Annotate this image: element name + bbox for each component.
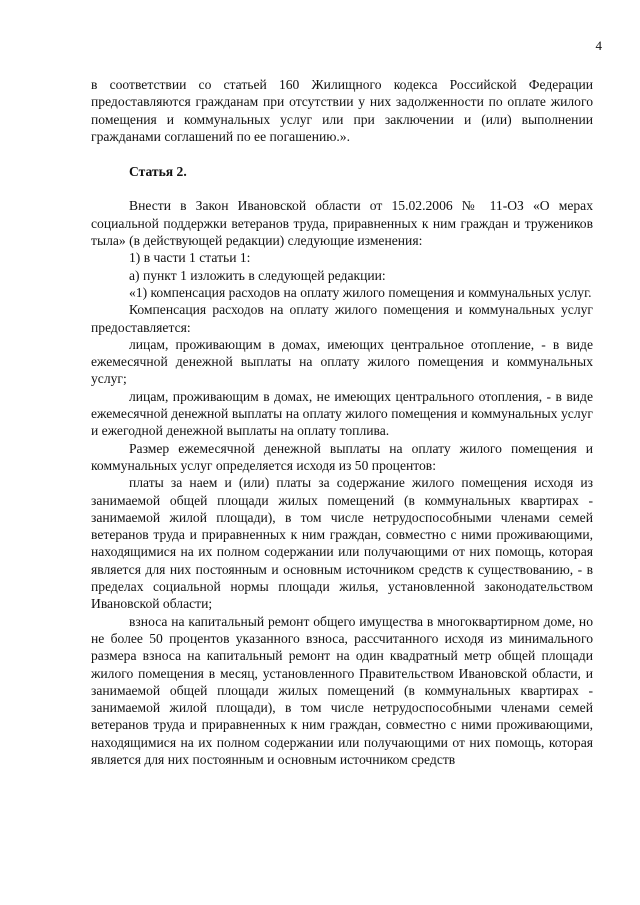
paragraph-capital-repair: взноса на капитальный ремонт общего имущества в многоквартирном доме, но не более 50 процентов указанного взноса, рассчитанного исходя из минимального размера взноса на капитальный ремонт на один квадратный метр общей площади жилого помещения в месяц, установленного Правительством Ивановской области, и занимаемой общей площади жилых помещений (в коммунальных квартирах - занимаемой жилой площади), в том числе нетрудоспособными членами семей ветеранов труда и приравненных к ним граждан, совместно с ними проживающими, находящимися на их полном содержании или получающими от них помощь, которая является для них постоянным и основным источником средств [91, 613, 593, 767]
article-heading: Статья 2. [129, 164, 187, 180]
page-number: 4 [595, 38, 602, 53]
paragraph-subitem-a: а) пункт 1 изложить в следующей редакции: [129, 267, 386, 283]
paragraph-payment-size: Размер ежемесячной денежной выплаты на оплату жилого помещения и коммунальных услуг определяется исходя из 50 процентов: [91, 440, 593, 473]
paragraph-central-heating: лицам, проживающим в домах, имеющих центральное отопление, - в виде ежемесячной денежной выплаты на оплату жилого помещения и коммунальных услуг; [91, 336, 593, 387]
paragraph-rent: платы за наем и (или) платы за содержание жилого помещения исходя из занимаемой общей площади жилых помещений (в коммунальных квартирах - занимаемой жилой площади), в том числе нетрудоспособными членами семей ветеранов труда и приравненных к ним граждан, совместно с ними проживающими, находящимися на их полном содержании или получающими от них помощь, которая является для них постоянным и основным источником средств к существованию, - в пределах социальной нормы площади жилья, установленной законодательством Ивановской области; [91, 475, 593, 612]
paragraph-no-central-heating: лицам, проживающим в домах, не имеющих центрального отопления, - в виде ежемесячной денежной выплаты на оплату жилого помещения и коммунальных услуг и ежегодной денежной выплаты на оплату топлива. [91, 388, 593, 439]
paragraph-item-1: 1) в части 1 статьи 1: [129, 250, 251, 266]
paragraph-quote-start: «1) компенсация расходов на оплату жилого помещения и коммунальных услуг. [129, 284, 592, 300]
paragraph-continuation: в соответствии со статьей 160 Жилищного кодекса Российской Федерации предоставляются гражданам при отсутствии у них задолженности по оплате жилого помещения и коммунальных услуг или при заключении и (или) выполнении гражданами соглашений по ее погашению.». [91, 77, 593, 144]
paragraph-compensation: Компенсация расходов на оплату жилого помещения и коммунальных услуг предоставляется: [91, 302, 593, 335]
document-body [91, 76, 593, 768]
paragraph-intro: Внести в Закон Ивановской области от 15.02.2006 № 11-ОЗ «О мерах социальной поддержки ветеранов труда, приравненных к ним граждан и тружеников тыла» (в действующей редакции) следующие изменения: [91, 198, 593, 249]
